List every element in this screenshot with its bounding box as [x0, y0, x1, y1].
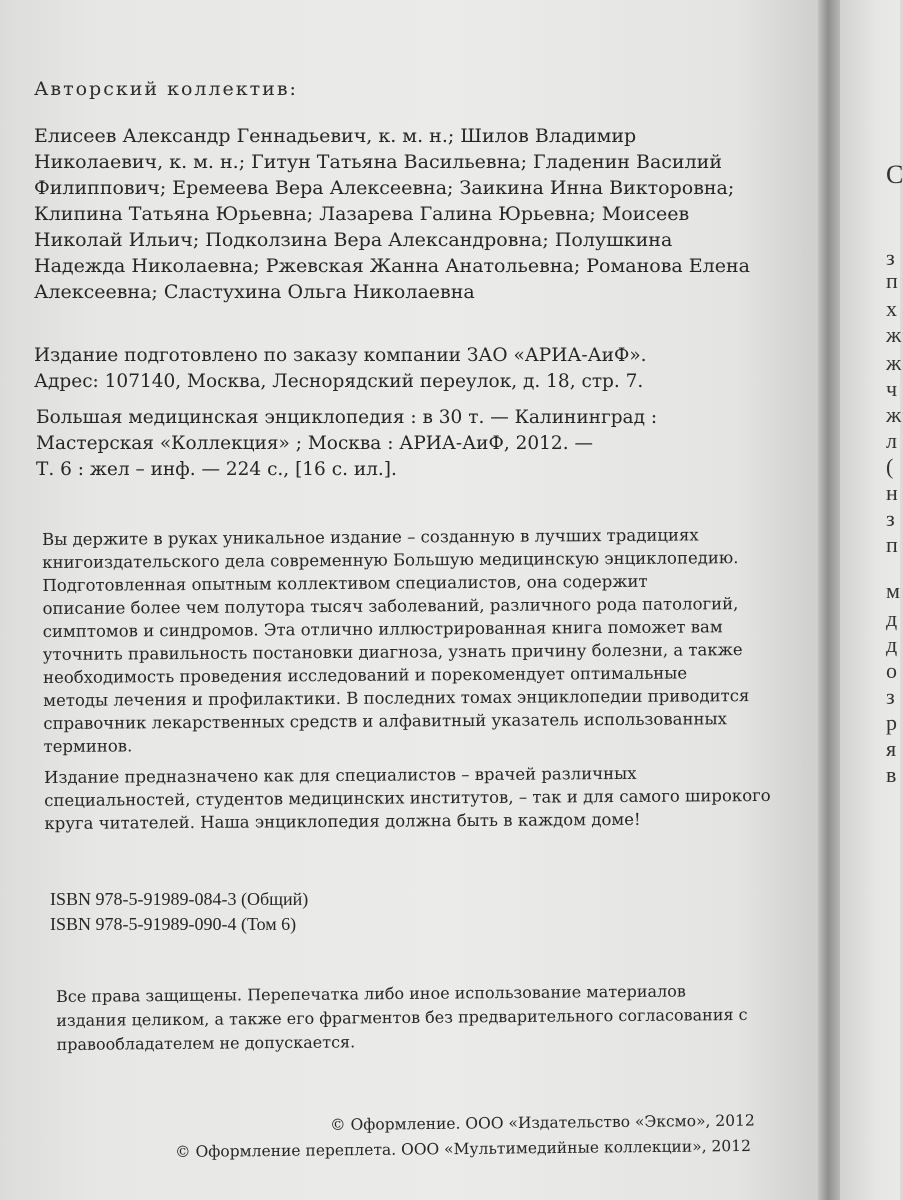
description-line: Подготовленная опытным коллективом специалистов, она содержит — [42, 571, 648, 595]
description-line: описание более чем полутора тысяч заболеваний, различного рода патологий, — [42, 594, 739, 618]
next-page-glyph: п — [886, 532, 898, 557]
audience-line: круга читателей. Наша энциклопедия должна быть в каждом доме! — [44, 809, 641, 833]
authors-line: Клипина Татьяна Юрьевна; Лазарева Галина Юрьевна; Моисеев — [34, 203, 690, 225]
next-page-glyph: д — [886, 606, 898, 631]
next-page-glyph: з — [886, 684, 895, 709]
next-page-glyph: л — [886, 428, 897, 453]
description-line: необходимость проведения исследований и порекомендует оптимальные — [42, 663, 688, 687]
next-page-glyph: н — [886, 480, 898, 505]
next-page-glyph: ж — [886, 350, 902, 375]
authors-line: Николай Ильич; Подколзина Вера Александровна; Полушкина — [34, 229, 673, 251]
rights-notice — [56, 979, 748, 1057]
description-line: терминов. — [43, 736, 133, 756]
description-paragraph — [42, 523, 750, 758]
audience-line: Издание предназначено как для специалистов – врачей различных — [44, 763, 637, 787]
description-line: справочник лекарственных средств и алфавитный указатель использованных — [43, 709, 727, 733]
audience-line: специальностей, студентов медицинских институтов, – так и для самого широкого — [44, 785, 771, 810]
authors-list — [34, 123, 750, 305]
next-page-glyph: ч — [886, 376, 898, 401]
copyright-design: © Оформление. ООО «Издательство «Эксмо», 2012 — [330, 1111, 755, 1134]
bibliographic-line: Мастерская «Коллекция» ; Москва : АРИА-АиФ, 2012. — — [36, 433, 593, 454]
next-page-glyph: ( — [886, 454, 894, 479]
description-line: симптомов и синдромов. Эта отлично иллюстрированная книга поможет вам — [42, 617, 723, 641]
audience-paragraph — [44, 761, 771, 835]
next-page-glyph: ж — [886, 402, 902, 427]
authors-line: Надежда Николаевна; Ржевская Жанна Анатольевна; Романова Елена — [34, 255, 750, 277]
authors-line: Филиппович; Еремеева Вера Алексеевна; Заикина Инна Викторовна; — [34, 177, 735, 199]
bibliographic-line: Большая медицинская энциклопедия : в 30 т. — Калининград : — [36, 407, 658, 428]
isbn-line: ISBN 978-5-91989-090-4 (Том 6) — [50, 914, 297, 934]
next-page-glyph: в — [886, 762, 897, 787]
preparation-line: Адрес: 107140, Москва, Леснорядский переулок, д. 18, стр. 7. — [34, 371, 644, 392]
isbn-block — [50, 887, 308, 937]
book-gutter — [818, 0, 840, 1200]
rights-line: правообладателем не допускается. — [56, 1032, 356, 1054]
preparation-note — [34, 343, 647, 395]
copyright-binding: © Оформление переплета. ООО «Мультимедийные коллекции», 2012 — [175, 1136, 752, 1161]
next-page-glyph: р — [886, 710, 897, 735]
next-page-glyph: м — [886, 578, 900, 603]
description-line: методы лечения и профилактики. В последних томах энциклопедии приводится — [43, 686, 750, 710]
next-page-glyph: о — [886, 658, 897, 683]
next-page-glyph: С — [886, 160, 903, 189]
bibliographic-record — [36, 405, 657, 483]
description-line: книгоиздательского дела современную Большую медицинскую энциклопедию. — [42, 548, 739, 572]
preparation-line: Издание подготовлено по заказу компании ЗАО «АРИА-АиФ». — [34, 345, 647, 366]
next-page-glyph: д — [886, 632, 898, 657]
bibliographic-line: Т. 6 : жел – инф. — 224 с., [16 с. ил.]. — [36, 459, 397, 480]
next-page-glyph: я — [886, 736, 897, 761]
next-page-glyph: з — [886, 245, 895, 270]
description-line: Вы держите в руках уникальное издание – созданную в лучших традициях — [42, 525, 699, 549]
next-page-glyph: х — [886, 296, 897, 321]
next-page-edge — [840, 0, 903, 1200]
authors-line: Алексеевна; Сластухина Ольга Николаевна — [34, 281, 475, 303]
next-page-glyph: п — [886, 268, 898, 293]
rights-line: Все права защищены. Перепечатка либо иное использование материалов — [56, 981, 686, 1006]
isbn-line: ISBN 978-5-91989-084-3 (Общий) — [50, 889, 309, 909]
authors-heading: Авторский коллектив: — [34, 78, 298, 100]
description-line: уточнить правильность постановки диагноза, узнать причину болезни, а также — [42, 640, 743, 664]
next-page-glyph: з — [886, 506, 895, 531]
authors-line: Николаевич, к. м. н.; Гитун Татьяна Васильевна; Гладенин Василий — [34, 151, 722, 173]
authors-line: Елисеев Александр Геннадьевич, к. м. н.; Шилов Владимир — [34, 125, 637, 147]
next-page-glyph: ж — [886, 322, 902, 347]
rights-line: издания целиком, а также его фрагментов без предварительного согласования с — [56, 1004, 748, 1030]
